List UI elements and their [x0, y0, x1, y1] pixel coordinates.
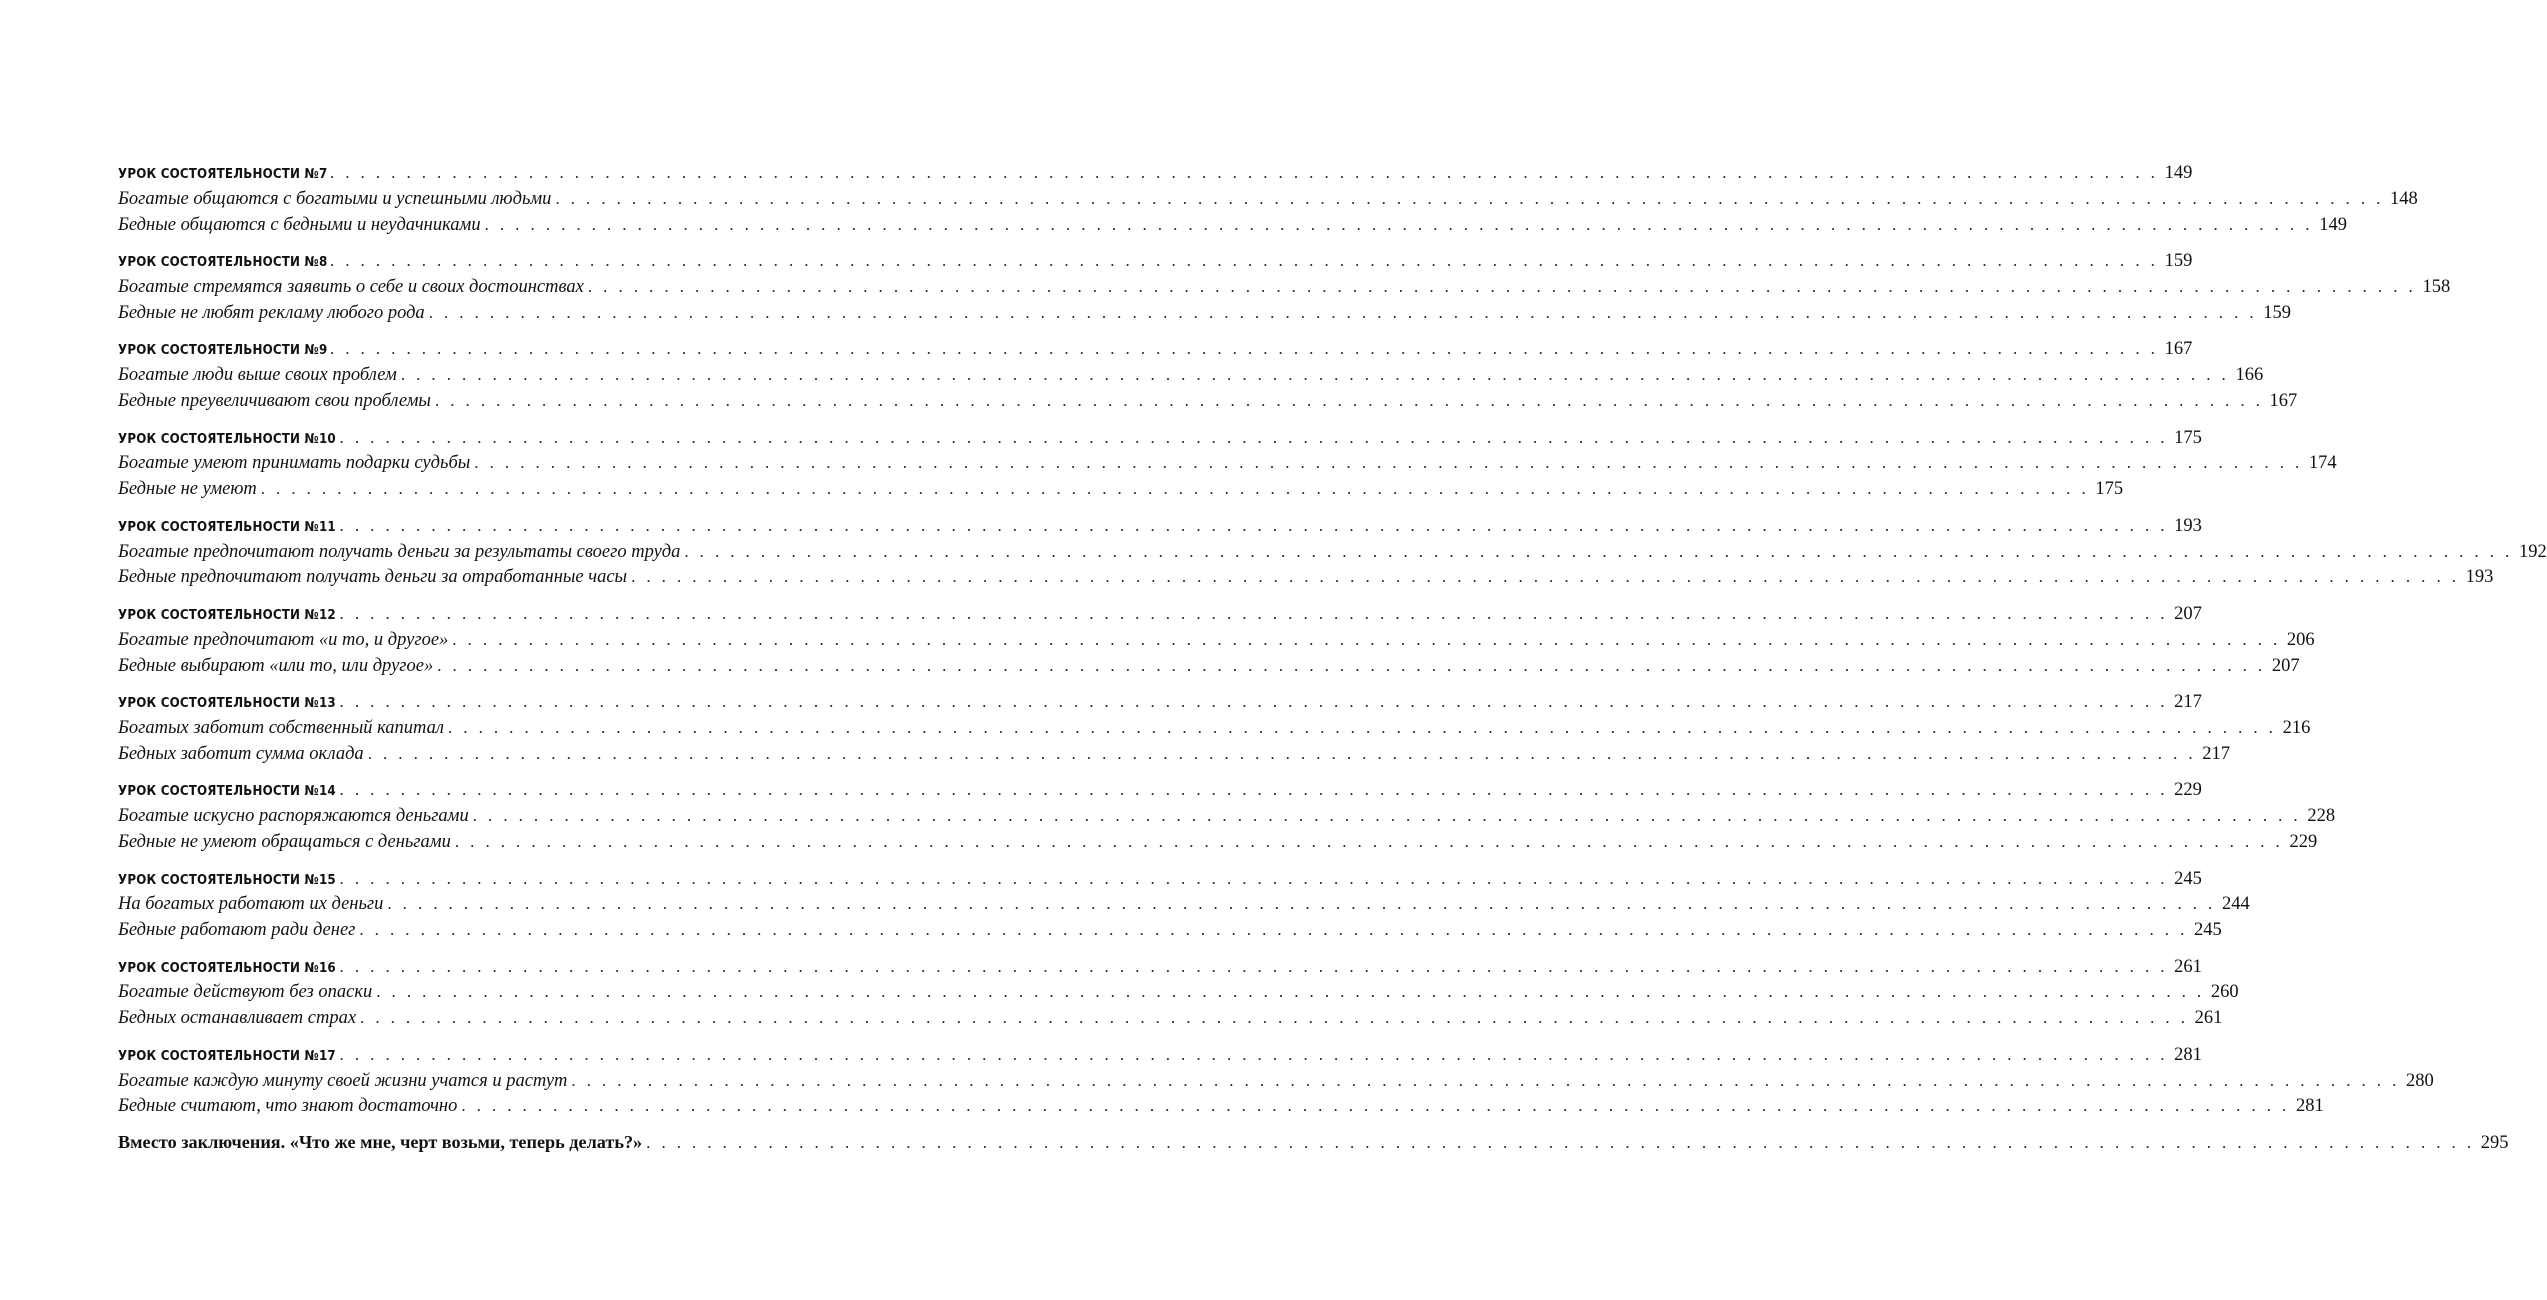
toc-subentry[interactable]: [118, 476, 2124, 502]
subentry-title: Бедные не умеют: [118, 479, 257, 500]
dot-leader: . . . . . . . . . . . . . . . . . . . . . . . . . . . . . . . . . . . . . . . . . . . . . . . . . . . . . . . . . . . . . . . . . . . . . . . . . . . . . . . . . . . . . . . . . . . . . . . . . . . . . . . . . . . . . . . . . . . . . . . .: [484, 214, 2313, 234]
lesson-title: УРОК СОСТОЯТЕЛЬНОСТИ №16: [118, 959, 336, 976]
subentry-page-number: 148: [2390, 188, 2418, 209]
lesson-page-number: 217: [2174, 692, 2202, 713]
toc-lesson-entry[interactable]: [118, 601, 2202, 627]
subentry-page-number: 158: [2422, 276, 2451, 297]
toc-sections: [118, 160, 2547, 1119]
subentry-title: Богатые действуют без опаски: [118, 982, 373, 1003]
toc-subentry[interactable]: [118, 979, 2239, 1005]
toc-section: [118, 160, 2418, 237]
subentry-title: Богатые общаются с богатыми и успешными людьми: [118, 188, 552, 209]
dot-leader: . . . . . . . . . . . . . . . . . . . . . . . . . . . . . . . . . . . . . . . . . . . . . . . . . . . . . . . . . . . . . . . . . . . . . . . . . . . . . . . . . . . . . . . . . . . . . . . . . . . . . . . . . . . . . . . . . . . . . . . .: [474, 453, 2303, 473]
lesson-page-number: 193: [2174, 515, 2202, 536]
subentry-page-number: 206: [2286, 629, 2315, 650]
toc-section: [118, 425, 2337, 502]
dot-leader: . . . . . . . . . . . . . . . . . . . . . . . . . . . . . . . . . . . . . . . . . . . . . . . . . . . . . . . . . . . . . . . . . . . . . . . . . . . . . . . . . . . . . . . . . . . . . . . . . . . . . . . . . . . . . . . . . . . . . . . .: [434, 390, 2264, 410]
dot-leader: . . . . . . . . . . . . . . . . . . . . . . . . . . . . . . . . . . . . . . . . . . . . . . . . . . . . . . . . . . . . . . . . . . . . . . . . . . . . . . . . . . . . . . . . . . . . . . . . . . . . . . . . . . . . . . . . . . . . . . . .: [631, 567, 2460, 587]
lesson-page-number: 229: [2174, 780, 2202, 801]
conclusion-title: Вместо заключения. «Что же мне, черт возьми, теперь делать?»: [118, 1132, 643, 1153]
toc-lesson-entry[interactable]: [118, 425, 2202, 451]
lesson-page-number: 149: [2164, 163, 2193, 183]
subentry-page-number: 149: [2319, 214, 2347, 235]
toc-section: [118, 954, 2239, 1031]
subentry-title: Бедных останавливает страх: [118, 1008, 357, 1029]
toc-subentry[interactable]: [118, 300, 2292, 326]
subentry-title: Бедные не любят рекламу любого рода: [118, 302, 425, 323]
subentry-title: Бедные выбирают «или то, или другое»: [118, 655, 434, 676]
subentry-page-number: 261: [2194, 1008, 2223, 1029]
subentry-page-number: 216: [2282, 717, 2311, 738]
lesson-title: УРОК СОСТОЯТЕЛЬНОСТИ №15: [118, 871, 336, 888]
toc-subentry[interactable]: [118, 564, 2494, 590]
toc-subentry[interactable]: [118, 891, 2250, 917]
subentry-title: Богатые люди выше своих проблем: [118, 365, 397, 386]
toc-lesson-entry[interactable]: [118, 866, 2202, 892]
toc-section: [118, 601, 2315, 678]
lesson-title: УРОК СОСТОЯТЕЛЬНОСТИ №10: [118, 430, 336, 447]
toc-subentry[interactable]: [118, 274, 2451, 300]
subentry-page-number: 207: [2271, 655, 2300, 676]
toc-lesson-entry[interactable]: [118, 513, 2202, 539]
subentry-title: На богатых работают их деньги: [118, 894, 384, 915]
toc-subentry[interactable]: [118, 1005, 2223, 1031]
dot-leader: . . . . . . . . . . . . . . . . . . . . . . . . . . . . . . . . . . . . . . . . . . . . . . . . . . . . . . . . . . . . . . . . . . . . . . . . . . . . . . . . . . . . . . . . . . . . . . . . . . . . . . . . . . . . . . . . . . . . . . . .: [339, 427, 2168, 447]
subentry-title: Бедные предпочитают получать деньги за отработанные часы: [118, 567, 628, 588]
lesson-title: УРОК СОСТОЯТЕЛЬНОСТИ №13: [118, 695, 336, 712]
toc-subentry[interactable]: [118, 186, 2418, 212]
toc-subentry[interactable]: [118, 1093, 2324, 1119]
dot-leader: . . . . . . . . . . . . . . . . . . . . . . . . . . . . . . . . . . . . . . . . . . . . . . . . . . . . . . . . . . . . . . . . . . . . . . . . . . . . . . . . . . . . . . . . . . . . . . . . . . . . . . . . . . . . . . . . . . . . . . . .: [447, 717, 2277, 737]
subentry-page-number: 280: [2406, 1070, 2434, 1091]
subentry-title: Богатые предпочитают получать деньги за результаты своего труда: [118, 541, 681, 562]
subentry-page-number: 217: [2202, 743, 2231, 764]
toc-lesson-entry[interactable]: [118, 954, 2202, 980]
dot-leader: . . . . . . . . . . . . . . . . . . . . . . . . . . . . . . . . . . . . . . . . . . . . . . . . . . . . . . . . . . . . . . . . . . . . . . . . . . . . . . . . . . . . . . . . . . . . . . . . . . . . . . . . . . . . . . . . . . . . . . . .: [461, 1096, 2290, 1116]
toc-subentry[interactable]: [118, 362, 2264, 388]
subentry-title: Бедные работают ради денег: [118, 920, 356, 941]
dot-leader: . . . . . . . . . . . . . . . . . . . . . . . . . . . . . . . . . . . . . . . . . . . . . . . . . . . . . . . . . . . . . . . . . . . . . . . . . . . . . . . . . . . . . . . . . . . . . . . . . . . . . . . . . . . . . . . . . . . . . . . .: [339, 1044, 2168, 1064]
subentry-page-number: 229: [2289, 831, 2318, 852]
dot-leader: . . . . . . . . . . . . . . . . . . . . . . . . . . . . . . . . . . . . . . . . . . . . . . . . . . . . . . . . . . . . . . . . . . . . . . . . . . . . . . . . . . . . . . . . . . . . . . . . . . . . . . . . . . . . . . . . . . . . . . . .: [339, 603, 2168, 623]
dot-leader: . . . . . . . . . . . . . . . . . . . . . . . . . . . . . . . . . . . . . . . . . . . . . . . . . . . . . . . . . . . . . . . . . . . . . . . . . . . . . . . . . . . . . . . . . . . . . . . . . . . . . . . . . . . . . . . . . . . . . . . .: [437, 655, 2266, 675]
dot-leader: . . . . . . . . . . . . . . . . . . . . . . . . . . . . . . . . . . . . . . . . . . . . . . . . . . . . . . . . . . . . . . . . . . . . . . . . . . . . . . . . . . . . . . . . . . . . . . . . . . . . . . . . . . . . . . . . . . . . . . . .: [387, 894, 2216, 914]
subentry-page-number: 159: [2263, 302, 2292, 323]
toc-lesson-entry[interactable]: [118, 160, 2193, 186]
toc-subentry[interactable]: [118, 715, 2311, 741]
subentry-title: Богатые умеют принимать подарки судьбы: [118, 453, 471, 474]
dot-leader: . . . . . . . . . . . . . . . . . . . . . . . . . . . . . . . . . . . . . . . . . . . . . . . . . . . . . . . . . . . . . . . . . . . . . . . . . . . . . . . . . . . . . . . . . . . . . . . . . . . . . . . . . . . . . . . . . . . . . . . .: [428, 302, 2258, 322]
subentry-title: Богатые предпочитают «и то, и другое»: [118, 629, 449, 650]
dot-leader: . . . . . . . . . . . . . . . . . . . . . . . . . . . . . . . . . . . . . . . . . . . . . . . . . . . . . . . . . . . . . . . . . . . . . . . . . . . . . . . . . . . . . . . . . . . . . . . . . . . . . . . . . . . . . . . . . . . . . . . .: [339, 868, 2168, 888]
toc-subentry[interactable]: [118, 741, 2231, 767]
toc-section: [118, 866, 2250, 943]
subentry-title: Бедные преувеличивают свои проблемы: [118, 390, 431, 411]
lesson-page-number: 167: [2164, 339, 2193, 360]
toc-subentry[interactable]: [118, 627, 2315, 653]
lesson-title: УРОК СОСТОЯТЕЛЬНОСТИ №9: [118, 342, 328, 359]
toc-section: [118, 336, 2298, 413]
subentry-page-number: 167: [2269, 390, 2298, 411]
dot-leader: . . . . . . . . . . . . . . . . . . . . . . . . . . . . . . . . . . . . . . . . . . . . . . . . . . . . . . . . . . . . . . . . . . . . . . . . . . . . . . . . . . . . . . . . . . . . . . . . . . . . . . . . . . . . . . . . . . . . . . . .: [339, 780, 2168, 800]
dot-leader: . . . . . . . . . . . . . . . . . . . . . . . . . . . . . . . . . . . . . . . . . . . . . . . . . . . . . . . . . . . . . . . . . . . . . . . . . . . . . . . . . . . . . . . . . . . . . . . . . . . . . . . . . . . . . . . . . . . . . . . .: [646, 1133, 2475, 1153]
toc-subentry[interactable]: [118, 917, 2222, 943]
dot-leader: . . . . . . . . . . . . . . . . . . . . . . . . . . . . . . . . . . . . . . . . . . . . . . . . . . . . . . . . . . . . . . . . . . . . . . . . . . . . . . . . . . . . . . . . . . . . . . . . . . . . . . . . . . . . . . . . . . . . . . . .: [684, 541, 2513, 561]
lesson-page-number: 207: [2174, 603, 2202, 624]
lesson-title: УРОК СОСТОЯТЕЛЬНОСТИ №8: [118, 254, 328, 271]
subentry-title: Бедные считают, что знают достаточно: [118, 1096, 458, 1117]
lesson-title: УРОК СОСТОЯТЕЛЬНОСТИ №7: [118, 166, 328, 182]
toc-subentry[interactable]: [118, 829, 2318, 855]
toc-section: [118, 777, 2336, 854]
table-of-contents: [118, 160, 2547, 1156]
lesson-title: УРОК СОСТОЯТЕЛЬНОСТИ №11: [118, 518, 336, 535]
subentry-title: Бедные общаются с бедными и неудачниками: [118, 214, 481, 235]
subentry-title: Бедных заботит сумма оклада: [118, 743, 364, 764]
toc-lesson-entry[interactable]: [118, 777, 2202, 803]
subentry-title: Бедные не умеют обращаться с деньгами: [118, 831, 451, 852]
dot-leader: . . . . . . . . . . . . . . . . . . . . . . . . . . . . . . . . . . . . . . . . . . . . . . . . . . . . . . . . . . . . . . . . . . . . . . . . . . . . . . . . . . . . . . . . . . . . . . . . . . . . . . . . . . . . . . . . . . . . . . . .: [359, 920, 2188, 940]
toc-section: [118, 1042, 2434, 1119]
subentry-page-number: 166: [2235, 365, 2264, 386]
dot-leader: . . . . . . . . . . . . . . . . . . . . . . . . . . . . . . . . . . . . . . . . . . . . . . . . . . . . . . . . . . . . . . . . . . . . . . . . . . . . . . . . . . . . . . . . . . . . . . . . . . . . . . . . . . . . . . . . . . . . . . . .: [360, 1008, 2189, 1028]
dot-leader: . . . . . . . . . . . . . . . . . . . . . . . . . . . . . . . . . . . . . . . . . . . . . . . . . . . . . . . . . . . . . . . . . . . . . . . . . . . . . . . . . . . . . . . . . . . . . . . . . . . . . . . . . . . . . . . . . . . . . . . .: [376, 982, 2205, 1002]
subentry-page-number: 175: [2095, 479, 2124, 500]
lesson-page-number: 175: [2174, 427, 2202, 448]
subentry-page-number: 193: [2465, 567, 2494, 588]
dot-leader: . . . . . . . . . . . . . . . . . . . . . . . . . . . . . . . . . . . . . . . . . . . . . . . . . . . . . . . . . . . . . . . . . . . . . . . . . . . . . . . . . . . . . . . . . . . . . . . . . . . . . . . . . . . . . . . . . . . . . . . .: [329, 251, 2159, 271]
toc-subentry[interactable]: [118, 212, 2347, 238]
toc-section: [118, 513, 2547, 590]
dot-leader: . . . . . . . . . . . . . . . . . . . . . . . . . . . . . . . . . . . . . . . . . . . . . . . . . . . . . . . . . . . . . . . . . . . . . . . . . . . . . . . . . . . . . . . . . . . . . . . . . . . . . . . . . . . . . . . . . . . . . . . .: [555, 188, 2384, 208]
toc-lesson-entry[interactable]: [118, 689, 2202, 715]
dot-leader: . . . . . . . . . . . . . . . . . . . . . . . . . . . . . . . . . . . . . . . . . . . . . . . . . . . . . . . . . . . . . . . . . . . . . . . . . . . . . . . . . . . . . . . . . . . . . . . . . . . . . . . . . . . . . . . . . . . . . . . .: [260, 479, 2090, 499]
toc-lesson-entry[interactable]: [118, 336, 2193, 362]
subentry-page-number: 281: [2295, 1096, 2324, 1117]
lesson-page-number: 245: [2174, 868, 2202, 889]
subentry-page-number: 174: [2308, 453, 2337, 474]
lesson-page-number: 159: [2164, 251, 2193, 272]
dot-leader: . . . . . . . . . . . . . . . . . . . . . . . . . . . . . . . . . . . . . . . . . . . . . . . . . . . . . . . . . . . . . . . . . . . . . . . . . . . . . . . . . . . . . . . . . . . . . . . . . . . . . . . . . . . . . . . . . . . . . . . .: [400, 365, 2230, 385]
toc-subentry[interactable]: [118, 653, 2300, 679]
subentry-title: Богатые искусно распоряжаются деньгами: [118, 806, 469, 827]
subentry-title: Богатые каждую минуту своей жизни учатся и растут: [118, 1070, 568, 1091]
dot-leader: . . . . . . . . . . . . . . . . . . . . . . . . . . . . . . . . . . . . . . . . . . . . . . . . . . . . . . . . . . . . . . . . . . . . . . . . . . . . . . . . . . . . . . . . . . . . . . . . . . . . . . . . . . . . . . . . . . . . . . . .: [339, 956, 2168, 976]
dot-leader: . . . . . . . . . . . . . . . . . . . . . . . . . . . . . . . . . . . . . . . . . . . . . . . . . . . . . . . . . . . . . . . . . . . . . . . . . . . . . . . . . . . . . . . . . . . . . . . . . . . . . . . . . . . . . . . . . . . . . . . .: [329, 163, 2159, 182]
toc-conclusion-entry[interactable]: [118, 1130, 2509, 1156]
dot-leader: . . . . . . . . . . . . . . . . . . . . . . . . . . . . . . . . . . . . . . . . . . . . . . . . . . . . . . . . . . . . . . . . . . . . . . . . . . . . . . . . . . . . . . . . . . . . . . . . . . . . . . . . . . . . . . . . . . . . . . . .: [571, 1070, 2400, 1090]
dot-leader: . . . . . . . . . . . . . . . . . . . . . . . . . . . . . . . . . . . . . . . . . . . . . . . . . . . . . . . . . . . . . . . . . . . . . . . . . . . . . . . . . . . . . . . . . . . . . . . . . . . . . . . . . . . . . . . . . . . . . . . .: [339, 692, 2168, 712]
dot-leader: . . . . . . . . . . . . . . . . . . . . . . . . . . . . . . . . . . . . . . . . . . . . . . . . . . . . . . . . . . . . . . . . . . . . . . . . . . . . . . . . . . . . . . . . . . . . . . . . . . . . . . . . . . . . . . . . . . . . . . . .: [472, 806, 2302, 826]
toc-subentry[interactable]: [118, 539, 2547, 565]
dot-leader: . . . . . . . . . . . . . . . . . . . . . . . . . . . . . . . . . . . . . . . . . . . . . . . . . . . . . . . . . . . . . . . . . . . . . . . . . . . . . . . . . . . . . . . . . . . . . . . . . . . . . . . . . . . . . . . . . . . . . . . .: [339, 515, 2168, 535]
conclusion-page-number: 295: [2480, 1133, 2509, 1154]
lesson-page-number: 281: [2174, 1044, 2202, 1065]
lesson-page-number: 261: [2174, 956, 2202, 977]
toc-lesson-entry[interactable]: [118, 1042, 2202, 1068]
subentry-page-number: 228: [2307, 806, 2336, 827]
subentry-title: Богатых заботит собственный капитал: [118, 717, 444, 738]
lesson-title: УРОК СОСТОЯТЕЛЬНОСТИ №12: [118, 606, 336, 623]
toc-subentry[interactable]: [118, 803, 2336, 829]
toc-section: [118, 248, 2451, 325]
lesson-title: УРОК СОСТОЯТЕЛЬНОСТИ №14: [118, 783, 336, 800]
subentry-page-number: 244: [2221, 894, 2250, 915]
subentry-page-number: 192: [2518, 541, 2547, 562]
toc-subentry[interactable]: [118, 1068, 2434, 1094]
toc-lesson-entry[interactable]: [118, 248, 2193, 274]
dot-leader: . . . . . . . . . . . . . . . . . . . . . . . . . . . . . . . . . . . . . . . . . . . . . . . . . . . . . . . . . . . . . . . . . . . . . . . . . . . . . . . . . . . . . . . . . . . . . . . . . . . . . . . . . . . . . . . . . . . . . . . .: [367, 743, 2197, 763]
toc-subentry[interactable]: [118, 450, 2337, 476]
subentry-page-number: 260: [2210, 982, 2239, 1003]
subentry-page-number: 245: [2193, 920, 2222, 941]
subentry-title: Богатые стремятся заявить о себе и своих достоинствах: [118, 276, 584, 297]
lesson-title: УРОК СОСТОЯТЕЛЬНОСТИ №17: [118, 1047, 336, 1064]
dot-leader: . . . . . . . . . . . . . . . . . . . . . . . . . . . . . . . . . . . . . . . . . . . . . . . . . . . . . . . . . . . . . . . . . . . . . . . . . . . . . . . . . . . . . . . . . . . . . . . . . . . . . . . . . . . . . . . . . . . . . . . .: [329, 339, 2159, 359]
dot-leader: . . . . . . . . . . . . . . . . . . . . . . . . . . . . . . . . . . . . . . . . . . . . . . . . . . . . . . . . . . . . . . . . . . . . . . . . . . . . . . . . . . . . . . . . . . . . . . . . . . . . . . . . . . . . . . . . . . . . . . . .: [452, 629, 2281, 649]
dot-leader: . . . . . . . . . . . . . . . . . . . . . . . . . . . . . . . . . . . . . . . . . . . . . . . . . . . . . . . . . . . . . . . . . . . . . . . . . . . . . . . . . . . . . . . . . . . . . . . . . . . . . . . . . . . . . . . . . . . . . . . .: [454, 831, 2284, 851]
dot-leader: . . . . . . . . . . . . . . . . . . . . . . . . . . . . . . . . . . . . . . . . . . . . . . . . . . . . . . . . . . . . . . . . . . . . . . . . . . . . . . . . . . . . . . . . . . . . . . . . . . . . . . . . . . . . . . . . . . . . . . . .: [587, 276, 2417, 296]
toc-section: [118, 689, 2311, 766]
toc-subentry[interactable]: [118, 388, 2298, 414]
